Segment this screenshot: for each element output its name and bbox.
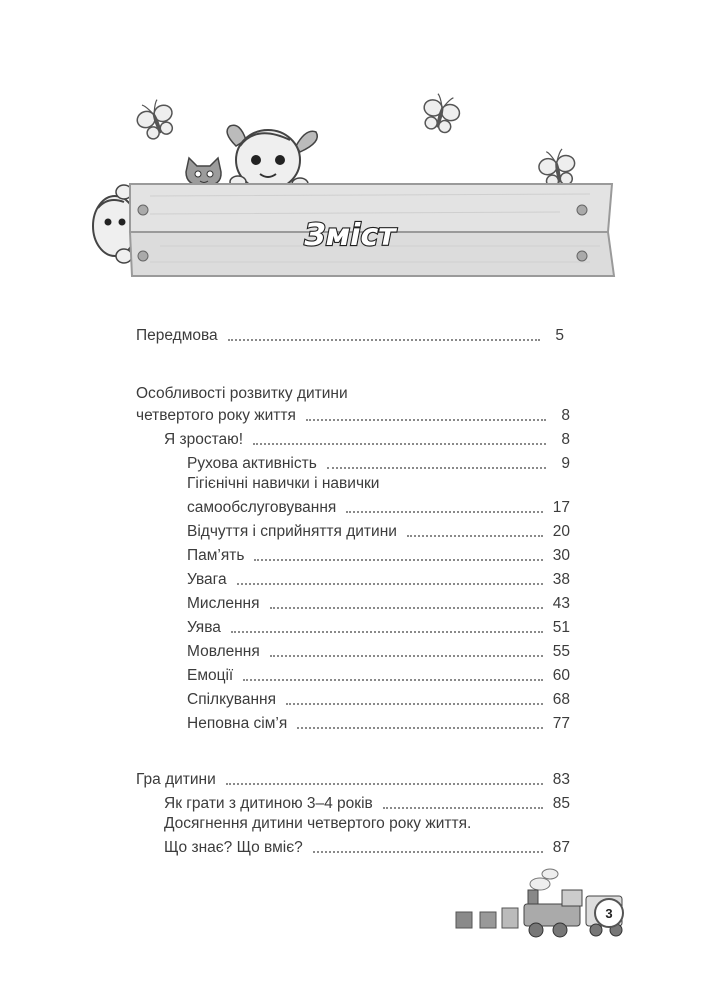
- toc-entry-item[interactable]: Рухова активність 9: [187, 455, 570, 472]
- toc-entry-item[interactable]: Мовлення 55: [187, 643, 570, 660]
- dot-leader: [253, 443, 546, 445]
- toc-entry-item[interactable]: Що знає? Що вміє? 87: [164, 839, 570, 856]
- toc-entry-item[interactable]: Емоції 60: [187, 667, 570, 684]
- toc-entry-item[interactable]: Увага 38: [187, 571, 570, 588]
- header-illustration: [0, 0, 720, 300]
- toc-entry-intro[interactable]: Передмова 5: [136, 327, 564, 344]
- dot-leader: [346, 511, 542, 513]
- toc-entry-item[interactable]: самообслуговування 17: [187, 499, 570, 516]
- toc-entry-section1[interactable]: четвертого року життя 8: [136, 407, 570, 424]
- toc-entry-item[interactable]: Спілкування 68: [187, 691, 570, 708]
- butterfly-icon: [419, 91, 463, 135]
- dot-leader: [297, 727, 543, 729]
- toc-entry-item[interactable]: Неповна сім’я 77: [187, 715, 570, 732]
- dot-leader: [270, 655, 543, 657]
- block-icon: [456, 908, 518, 928]
- dot-leader: [237, 583, 543, 585]
- butterfly-icon: [133, 96, 179, 142]
- toc-entry-item[interactable]: Відчуття і сприйняття дитини 20: [187, 523, 570, 540]
- dot-leader: [407, 535, 543, 537]
- toc-entry-item[interactable]: Уява 51: [187, 619, 570, 636]
- toc-entry-section2[interactable]: Гра дитини 83: [136, 771, 570, 788]
- toc-entry-item-line1[interactable]: Гігієнічні навички і навички: [187, 475, 380, 492]
- cat-face-icon: [186, 158, 221, 186]
- toc-entry-item[interactable]: Пам’ять 30: [187, 547, 570, 564]
- dot-leader: [327, 467, 546, 469]
- toc-entry-item-line1[interactable]: Досягнення дитини четвертого року життя.: [164, 815, 472, 832]
- page-number: 3: [594, 898, 624, 928]
- toc-entry-item[interactable]: Мислення 43: [187, 595, 570, 612]
- dot-leader: [243, 679, 543, 681]
- toc-entry-item[interactable]: Як грати з дитиною 3–4 років 85: [164, 795, 570, 812]
- dot-leader: [286, 703, 543, 705]
- dot-leader: [228, 339, 540, 341]
- girl-face-icon: [227, 125, 317, 190]
- dot-leader: [226, 783, 543, 785]
- dot-leader: [383, 807, 543, 809]
- dot-leader: [313, 851, 543, 853]
- dot-leader: [254, 559, 542, 561]
- dot-leader: [306, 419, 546, 421]
- dot-leader: [270, 607, 543, 609]
- dot-leader: [231, 631, 543, 633]
- page-title: Зміст: [304, 218, 396, 253]
- butterfly-icon: [536, 147, 578, 189]
- toc-section1-title[interactable]: Особливості розвитку дитини: [136, 385, 348, 402]
- toc-entry-sub[interactable]: Я зростаю! 8: [164, 431, 570, 448]
